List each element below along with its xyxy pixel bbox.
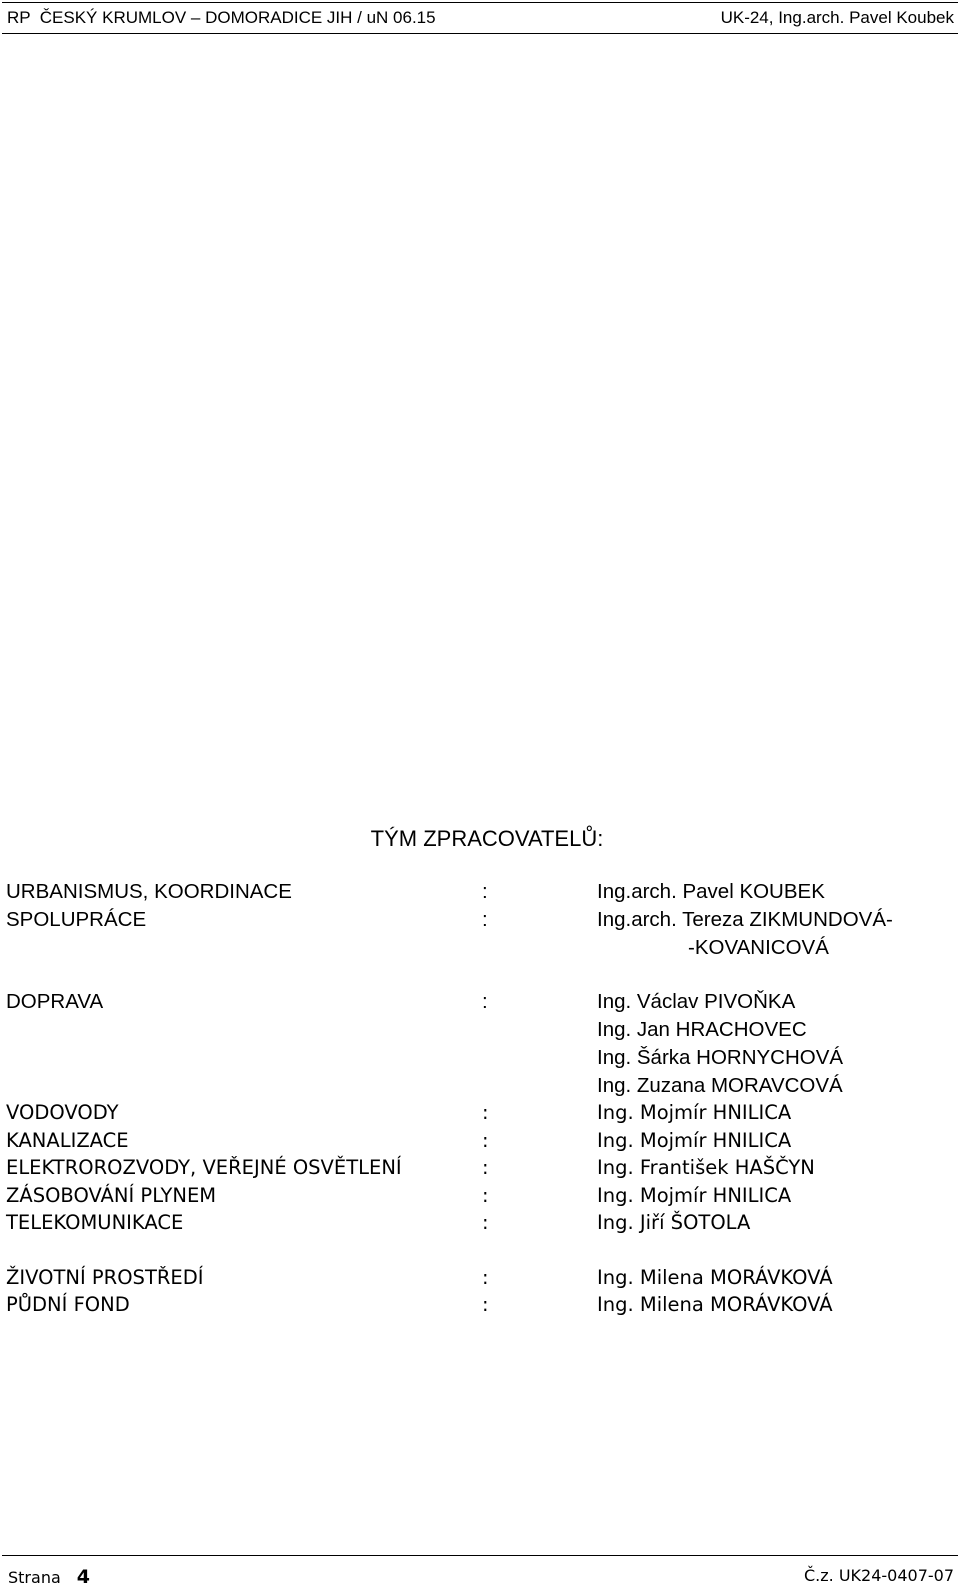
row-value: Ing. Milena MORÁVKOVÁ <box>597 1266 833 1289</box>
row-colon: : <box>482 1266 489 1289</box>
row-colon: : <box>482 908 488 931</box>
row-label: ŽIVOTNÍ PROSTŘEDÍ <box>6 1266 204 1289</box>
page-indicator <box>8 1566 90 1588</box>
team-row-spoluprace <box>0 908 960 936</box>
team-row-doprava-3 <box>0 1046 960 1074</box>
row-label: ELEKTROROZVODY, VEŘEJNÉ OSVĚTLENÍ <box>6 1156 402 1179</box>
row-colon: : <box>482 1101 489 1124</box>
team-row-telekom <box>0 1211 960 1239</box>
row-colon: : <box>482 1211 489 1234</box>
page-number: 4 <box>76 1566 90 1588</box>
row-value: Ing. Mojmír HNILICA <box>597 1129 792 1152</box>
row-colon: : <box>482 880 488 903</box>
row-label: TELEKOMUNIKACE <box>6 1211 184 1234</box>
page-title <box>0 826 960 852</box>
row-colon: : <box>482 990 488 1013</box>
page-footer <box>2 1555 958 1592</box>
row-value: Ing. Jan HRACHOVEC <box>597 1018 807 1041</box>
team-title: TÝM ZPRACOVATELŮ: <box>370 826 604 851</box>
team-row-vodovody <box>0 1101 960 1129</box>
team-row-doprava-2 <box>0 1018 960 1046</box>
row-value: Ing.arch. Pavel KOUBEK <box>597 880 825 903</box>
document-number: Č.z. UK24-0407-07 <box>803 1566 954 1585</box>
row-label: DOPRAVA <box>6 990 104 1013</box>
team-row-plyn <box>0 1184 960 1212</box>
row-label: SPOLUPRÁCE <box>6 908 147 931</box>
row-value: Ing. Jiří ŠOTOLA <box>597 1211 751 1234</box>
row-value: Ing. Zuzana MORAVCOVÁ <box>597 1074 843 1097</box>
row-value-continuation: -KOVANICOVÁ <box>688 936 829 959</box>
team-row-doprava-4 <box>0 1074 960 1102</box>
row-colon: : <box>482 1184 489 1207</box>
row-colon: : <box>482 1129 489 1152</box>
row-label: VODOVODY <box>6 1101 119 1124</box>
row-colon: : <box>482 1293 489 1316</box>
page-label: Strana <box>8 1568 61 1587</box>
row-value: Ing. Václav PIVOŇKA <box>597 990 796 1013</box>
row-colon: : <box>482 1156 489 1179</box>
team-row-elektro <box>0 1156 960 1184</box>
row-label: PŮDNÍ FOND <box>6 1293 130 1316</box>
team-row-pudni <box>0 1293 960 1321</box>
team-row-spoluprace-cont <box>0 936 960 964</box>
header-author: UK-24, Ing.arch. Pavel Koubek <box>720 8 954 27</box>
row-label: ZÁSOBOVÁNÍ PLYNEM <box>6 1184 217 1207</box>
row-value: Ing. Šárka HORNYCHOVÁ <box>597 1046 844 1069</box>
team-row-kanalizace <box>0 1129 960 1157</box>
row-value: Ing. Mojmír HNILICA <box>597 1184 792 1207</box>
team-row-zivotni <box>0 1266 960 1294</box>
row-value: Ing.arch. Tereza ZIKMUNDOVÁ- <box>597 908 893 931</box>
row-value: Ing. Mojmír HNILICA <box>597 1101 792 1124</box>
row-label: URBANISMUS, KOORDINACE <box>6 880 292 903</box>
team-row-doprava <box>0 990 960 1018</box>
page-header <box>2 2 958 34</box>
team-row-urbanismus <box>0 880 960 908</box>
header-project-title: RP ČESKÝ KRUMLOV – DOMORADICE JIH / uN 06.15 <box>7 8 436 27</box>
row-label: KANALIZACE <box>6 1129 129 1152</box>
row-value: Ing. František HAŠČYN <box>597 1156 815 1179</box>
row-value: Ing. Milena MORÁVKOVÁ <box>597 1293 833 1316</box>
